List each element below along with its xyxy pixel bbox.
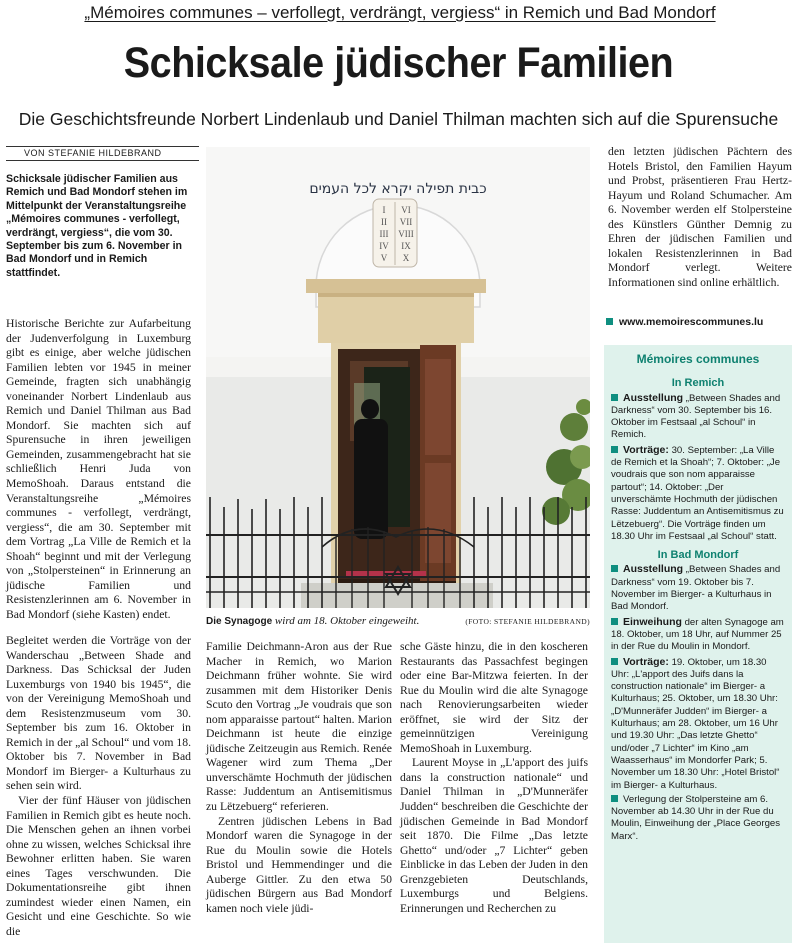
paragraph: Familie Deichmann-Aron aus der Rue Macher in Remich, wo Marion Deichmann früher wohnte. Sie wird zusammen mit dem Historiker Denis Scuto den Vortrag „Je voudrais que son nom apparaisse partout“ halten. Marion Deichmann ist heute die einzige jüdische Zeitzeugin aus Remich. Renée Wagener wird zum Thema „Der unverschämte Hochmuth der jüdischen Rasse: Juddentum an Antisemitismus zu Lëtzebuerg“ referieren. [206, 640, 392, 814]
column-1-top [6, 317, 191, 622]
bullet-square-icon [611, 618, 618, 625]
list-item: Ausstellung „Between Shades and Darkness“ vom 19. Oktober bis 7. November im Bierger- a Kulturhaus in Bad Mondorf. [611, 563, 781, 613]
lead-paragraph: Schicksale jüdischer Familien aus Remich und Bad Mondorf stehen im Mittelpunkt der Veranstaltungsreihe „Mémoires communes - verfollegt, verdrängt, vergiess“, die vom 30. September bis zum 6. November in Bad Mondorf und in Remich stattfindet. [6, 173, 188, 279]
synagogue-photo [206, 147, 590, 608]
section-heading-bad-mondorf: In Bad Mondorf [657, 549, 739, 562]
byline: VON STEFANIE HILDEBRAND [6, 146, 199, 161]
svg-text:VIII: VIII [398, 229, 414, 239]
paragraph: Vier der fünf Häuser von jüdischen Familien in Remich gibt es heute noch. Die Menschen gehen an ihnen vorbei ohne zu wissen, welches Schicksal ihre Bewohner erlitten haben. Sie waren eines Tages verschwunden. Die Dokumentationsreihe gibt ihnen zumindest wieder einen Namen, ein Gesicht und eine Geschichte. So wie die [6, 794, 191, 938]
bullet-square-icon [611, 446, 618, 453]
bullet-square-icon [611, 394, 618, 401]
svg-text:II: II [381, 217, 387, 227]
svg-text:VI: VI [401, 205, 411, 215]
commandment-tablets [373, 199, 417, 267]
svg-text:X: X [402, 253, 410, 263]
svg-text:IV: IV [379, 241, 389, 251]
list-item: Einweihung der alten Synagoge am 18. Oktober, um 18 Uhr, auf Nummer 25 in der Rue du Moulin in Mondorf. [611, 615, 784, 653]
column-3 [400, 640, 588, 916]
paragraph: den letzten jüdischen Pächtern des Hotels Bristol, den Familien Hayum und Probst, präsentieren Frau Hertz-Hayum und Roland Schumacher. Am 6. November werden elf Stolpersteine des Künstlers Günther Demnig zu Ehren der jüdischen Familien und lokalen Resistenzlerinnen in Bad Mondorf verlegt. Weitere Informationen sind online erhältlich. [608, 145, 792, 289]
column-4 [608, 145, 792, 290]
article-headline: Schicksale jüdischer Familien [123, 39, 674, 87]
svg-text:V: V [380, 253, 388, 263]
photo-credit: (FOTO: STEFANIE HILDEBRAND) [465, 617, 590, 626]
caption-text: wird am 18. Oktober eingeweiht. [274, 615, 420, 627]
svg-text:VII: VII [399, 217, 413, 227]
bullet-square-icon [606, 318, 613, 325]
arch-inscription: כבית תפילה יקרא לכל העמים [309, 181, 487, 197]
article-subheadline: Die Geschichtsfreunde Norbert Lindenlaub und Daniel Thilman machten sich auf die Spurensuche [18, 109, 779, 129]
section-heading-remich: In Remich [671, 377, 725, 390]
website-link[interactable]: www.memoirescommunes.lu [606, 316, 763, 328]
caption-title: Die Synagoge [206, 616, 273, 627]
column-1-bottom [6, 634, 191, 939]
paragraph: Zentren jüdischen Lebens in Bad Mondorf waren die Synagoge in der Rue du Moulin sowie die Hotels Bristol und Hemmendinger und die Auberge Gittler. Zu den etwa 50 jüdischen Bürgern aus Bad Mondorf kamen noch viele jüdi- [206, 814, 392, 915]
list-item: Ausstellung „Between Shades and Darkness“ vom 30. September bis 16. Oktober im Festsaal „al Schoul“ in Remich. [611, 391, 781, 441]
bullet-square-icon [611, 658, 618, 665]
list-item: Vorträge: 30. September: „La Ville de Remich et la Shoah“; 7. Oktober: „Je voudrais que son nom apparaisse partout“; 14. Oktober: „Der unverschämte Hochmuth der jüdischen Rasse: Juddentum an Antisemitismus zu Lëtzebuerg“. Die Vorträge finden um 18.30 Uhr im Festsaal „al Schoul“ statt. [611, 443, 784, 542]
paragraph: Laurent Moyse in „L'apport des juifs dans la construction nationale“ und Daniel Thilman in „D'Munneräfer Judden“ beschreiben die Geschichte der jüdischen Gemeinde in Bad Mondorf seit 1870. Die Filme „Das letzte Ghetto“ und/oder „7 Lichter“ geben Einblicke in das Leben der Juden in den Grenzgebieten Deutschlands, Luxemburgs und Belgiens. Erinnerungen und Recherchen zu [400, 756, 588, 915]
photo-caption [206, 614, 590, 629]
paragraph: Begleitet werden die Vorträge von der Wanderschau „Between Shade and Darkness. Das Schicksal der Juden Luxemburgs von 1940 bis 1945“, die von der Vereinigung MemoShoah und dem Resistenzmuseum vom 30. September bis zum 16. Oktober in Remich in der „al Schoul“ und vom 18. Oktober bis 7. November in Bad Mondorf im Bierger- a Kulturhaus zu sehen sein wird. [6, 634, 192, 793]
svg-text:III: III [379, 229, 389, 239]
bullet-square-icon [611, 795, 618, 802]
svg-text:IX: IX [401, 241, 411, 251]
info-box-title: Mémoires communes [636, 352, 760, 366]
article-kicker: „Mémoires communes – verfollegt, verdrängt, vergiess“ in Remich und Bad Mondorf [84, 3, 716, 22]
svg-text:I: I [382, 205, 386, 215]
bullet-square-icon [611, 565, 618, 572]
info-box [604, 345, 792, 943]
column-2 [206, 640, 392, 916]
list-item: Vorträge: 19. Oktober, um 18.30 Uhr: „L'apport des Juifs dans la construction nationale“ im Bierger- a Kulturhaus; 25. Oktober, um 18.30 Uhr: „D'Munneräfer Judden“ im Bierger- a Kulturhaus; am 28. Oktober, um 16 Uhr und 19.30 Uhr: „Das letzte Ghetto“ und/oder „7 Lichter“ im Kino „am Waasserhaus“ im Mondorfer Park; 5. November um 18.30 Uhr: „Hotel Bristol“ im Bierger- a Kulturhaus. [611, 655, 780, 791]
paragraph: sche Gäste hinzu, die in den koscheren Restaurants das Passachfest begingen oder eine Bar-Mitzwa feierten. In der Rue du Moulin wird die alte Synagoge nach Renovierungsarbeiten wieder eröffnet, sie wird der Sitz der gemeinnützigen Vereinigung MemoShoah in Luxemburg. [400, 640, 588, 755]
list-item: Verlegung der Stolpersteine am 6. November ab 14.30 Uhr in der Rue du Moulin, Einweihung der „Place Georges Marx“. [611, 793, 781, 842]
paragraph: Historische Berichte zur Aufarbeitung der Judenverfolgung in Luxemburg gibt es einige, aber welche jüdischen Familien lebten vor 1945 in meiner Gemeinde, fragten sich unabhängig voneinander Norbert Lindenlaub aus Remich und Daniel Thilman aus Bad Mondorf. Sie machten sich auf Spurensuche in ihren jeweiligen Gemeinden, zusammengebracht hat sie schließlich Henri Juda von MemoShoah. Daraus entstand die Veranstaltungsreihe „Mémoires communes - verfollegt, verdrängt, vergiess“, die am 30. September mit dem Vortrag „La Ville de Remich et la Shoah“ beginnt und mit der Verlegung von „Stolpersteinen“ in Erinnerung an jüdische Familien und Resistenzlerinnen am 6. November in Bad Mondorf (siehe Kasten) endet. [6, 317, 191, 621]
